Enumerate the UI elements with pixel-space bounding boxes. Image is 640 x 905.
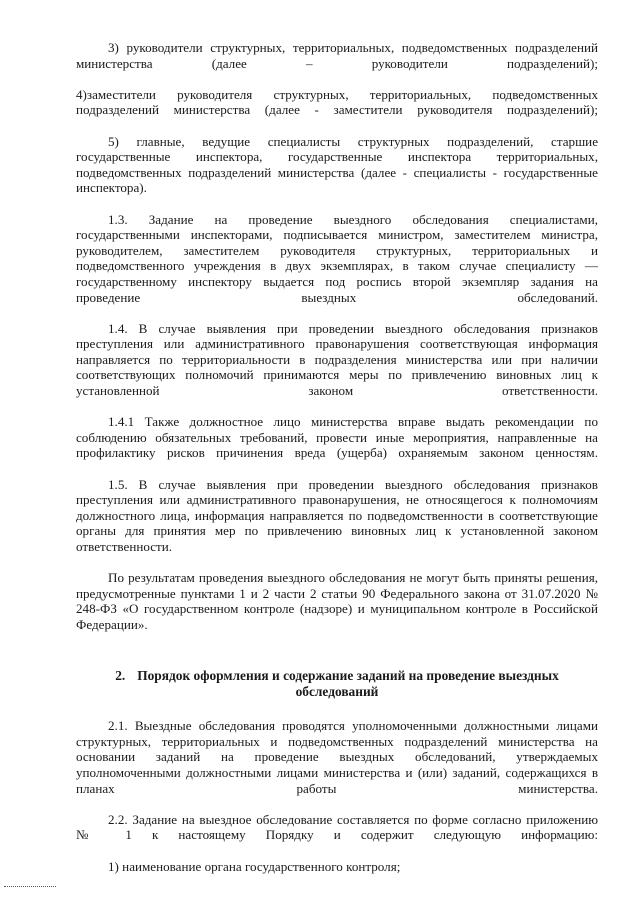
paragraph-managers: 3) руководители структурных, территориальных, подведомственных подразделений министерства (далее – руководители подразделений); — [76, 40, 598, 71]
section-2-title-line2: обследований — [295, 684, 379, 700]
paragraph-results: По результатам проведения выездного обследования не могут быть приняты решения, предусмотренные пунктами 1 и 2 части 2 статьи 90 Федерального закона от 31.07.2020 № 248-ФЗ «О государственном контроле (надзоре) и муниципальном контроле в Российской Федерации». — [76, 570, 598, 632]
paragraph-2-1: 2.1. Выездные обследования проводятся уполномоченными должностными лицами структурных, территориальных и подведомственных подразделений министерства на основании заданий на проведение выездных обследований, утверждаемых уполномоченными должностными лицами министерства и (или) заданий, содержащихся в планах работы министерства. — [76, 718, 598, 796]
paragraph-deputy-managers: 4)заместители руководителя структурных, территориальных, подведомственных подразделений министерства (далее - заместители руководителя подразделений); — [76, 86, 598, 118]
paragraph-1-5: 1.5. В случае выявления при проведении выездного обследования признаков преступления или административного правонарушения, не относящегося к полномочиям должностного лица, информация направляется по подведомственности в соответствующие органы для принятия мер по привлечению виновных лиц к установленной законом ответственности. — [76, 476, 598, 554]
section-2-title-line1: Порядок оформления и содержание заданий на проведение выездных — [137, 668, 559, 684]
section-2-heading — [76, 668, 598, 700]
paragraph-1-4-1: 1.4.1 Также должностное лицо министерства вправе выдать рекомендации по соблюдению обязательных требований, провести иные мероприятия, направленные на профилактику рисков причинения вреда (ущерба) охраняемым законом ценностям. — [76, 414, 598, 461]
footer-line — [4, 886, 56, 887]
section-2-number: 2. — [115, 668, 126, 684]
paragraph-2-2: 2.2. Задание на выездное обследование составляется по форме согласно приложению № 1 к настоящему Порядку и содержит следующую информацию: — [76, 811, 598, 843]
paragraph-2-2-item-1: 1) наименование органа государственного контроля; — [108, 858, 401, 874]
paragraph-specialists: 5) главные, ведущие специалисты структурных подразделений, старшие государственные инспектора, государственные инспектора территориальных, подведомственных подразделений министерства (далее - специалисты - государственные инспектора). — [76, 133, 598, 196]
paragraph-1-3: 1.3. Задание на проведение выездного обследования специалистами, государственными инспекторами, подписывается министром, заместителем министра, руководителем, заместителем руководителя структурных, территориальных и подведомственного учреждения в двух экземплярах, в таком случае специалисту — государственному инспектору выдается под роспись второй экземпляр задания на проведение выездных обследований. — [76, 211, 598, 305]
paragraph-1-4: 1.4. В случае выявления при проведении выездного обследования признаков преступления или административного правонарушения соответствующая информация направляется по территориальности в подразделения министерства или при наличии соответствующих полномочий принимаются меры по привлечению виновных лиц к установленной законом ответственности. — [76, 320, 598, 399]
document-page — [76, 40, 598, 874]
